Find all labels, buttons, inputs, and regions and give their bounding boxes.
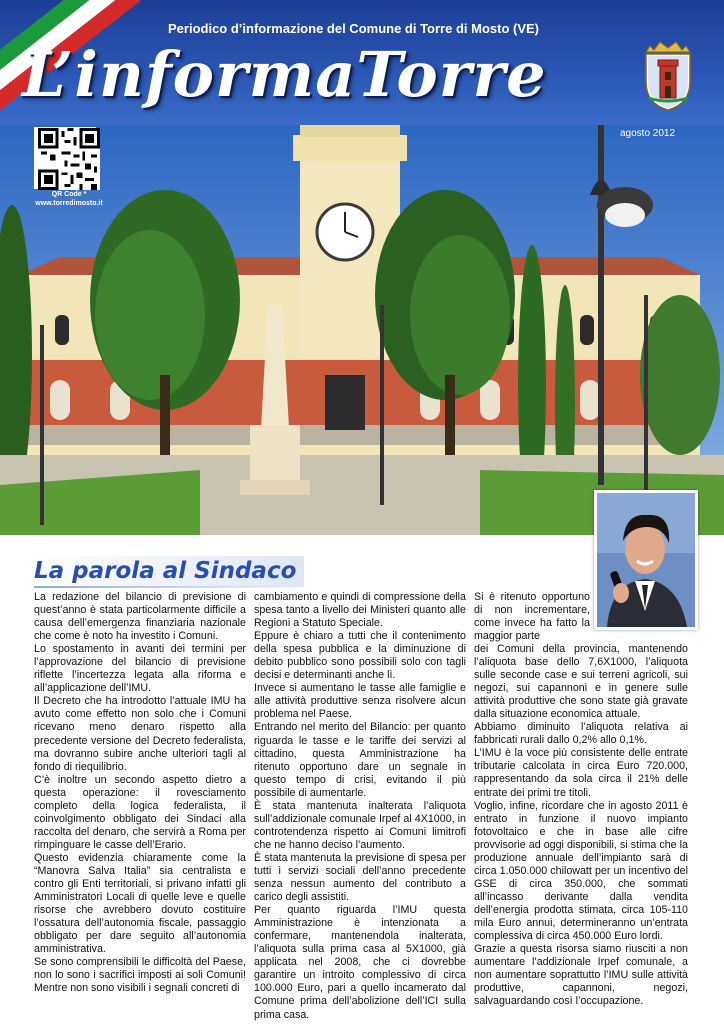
paragraph: Se sono comprensibili le difficoltà del Paese, non lo sono i sacrifici imposti ai soli Comuni! Mentre non sono visibili i segnali concreti di xyxy=(34,956,246,995)
paragraph: C’è inoltre un secondo aspetto dietro a questa operazione: il rovesciamento completo della logica federalista, il coinvolgimento obbligato dei Sindaci alla raccolta del denaro, che servirà a Roma per rimpinguare le casse dell’Erario. xyxy=(34,773,246,851)
article-column-3 xyxy=(474,643,688,1008)
qr-code-icon xyxy=(38,128,100,190)
qr-code-block xyxy=(20,128,118,208)
paragraph: Entrando nel merito del Bilancio: per quanto riguarda le tasse e le tariffe dei servizi al cittadino, questa Amministrazione ha ritenuto opportuno dare un segnale in questo tempo di crisi, evitando il più possibile di aumentarle. xyxy=(254,721,466,799)
newsletter-subtitle: Periodico d’informazione del Comune di Torre di Mosto (VE) xyxy=(168,21,540,36)
newsletter-title: L’informaTorre xyxy=(22,38,547,111)
website-url[interactable]: www.torredimosto.it xyxy=(35,200,103,207)
paragraph: La redazione del bilancio di previsione di quest’anno è stata particolarmente difficile a causa dell’emergenza finanziaria nazionale che come è noto ha investito i Comuni. xyxy=(34,591,246,643)
heading-divider xyxy=(34,586,304,588)
paragraph: Il Decreto che ha introdotto l’attuale IMU ha avuto come effetto non solo che i Comuni ricevano meno denaro rispetto alla precedente versione del Decreto federalista, ma dovranno subire anche ulteriori tagli al fondo di riequilibrio. xyxy=(34,695,246,773)
paragraph: Voglio, infine, ricordare che in agosto 2011 è entrato in funzione il nuovo impianto fotovoltaico e che in base alle cifre provvisorie ad oggi disponibili, si stima che la produzione annuale dell’impianto sarà di circa 1.050.000 chilowatt per un incentivo del GSE di circa 350.000, che sommati all’incasso derivante dalla vendita dell’energia prodotta stimata, circa 105-110 mila Euro annui, determineranno un’entrata complessiva di circa 450.000 Euro lordi. xyxy=(474,799,688,943)
town-crest-icon xyxy=(640,38,696,112)
article-column-3-intro: Si è ritenuto opportuno di non incrementare, come invece ha fatto la maggior parte xyxy=(474,591,590,643)
paragraph: È stata mantenuta inalterata l’aliquota sull’addizionale comunale Irpef al 4X1000, in controtendenza rispetto ai Comuni limitrofi che ne hanno deciso l’aumento. xyxy=(254,799,466,851)
paragraph: Per quanto riguarda l’IMU questa Amministrazione è intenzionata a confermare, mantenendola inalterata, l’aliquota sulla prima casa al 5X1000, già applicata nel 2008, che ci dovrebbe garantire un introito complessivo di circa 100.000 Euro, pari a quello incamerato dal Comune prima dell’abolizione dell’ICI sulla prima casa. xyxy=(254,904,466,1021)
paragraph: Abbiamo diminuito l’aliquota relativa ai fabbricati rurali dallo 0,2% allo 0,1%. xyxy=(474,721,688,747)
issue-date: agosto 2012 xyxy=(620,128,676,139)
paragraph: Lo spostamento in avanti dei termini per l’approvazione del bilancio di previsione riflette l’incertezza legata alla riforma e all’applicazione dell’IMU. xyxy=(34,643,246,695)
paragraph: Grazie a questa risorsa siamo riusciti a non aumentare l’addizionale Irpef comunale, a non aumentare soprattutto l’IMU sulle attività produttive, capannoni, negozi, salvaguardando così l’occupazione. xyxy=(474,943,688,1008)
paragraph: Invece si aumentano le tasse alle famiglie e alle attività produttive senza risolvere alcun problema nel Paese. xyxy=(254,682,466,721)
paragraph: cambiamento e quindi di compressione della spesa tanto a livello dei Ministeri quanto alle Regioni a Statuto Speciale. xyxy=(254,591,466,630)
section-heading: La parola al Sindaco xyxy=(34,556,304,589)
paragraph: È stata mantenuta la previsione di spesa per tutti i servizi sociali dell’anno precedente senza nessun aumento del contributo a carico degli assistiti. xyxy=(254,851,466,904)
qr-code-label: QR Code * xyxy=(51,191,87,198)
article-column-2 xyxy=(254,591,466,1022)
paragraph: dei Comuni della provincia, mantenendo l’aliquota base dello 7,6X1000, l’aliquota sulle seconde case e sui terreni agricoli, sui negozi, sui capannoni e in genere sulle attività produttive che sono state già gravate dalla situazione economica attuale. xyxy=(474,643,688,721)
paragraph: Questo evidenzia chiaramente come la “Manovra Salva Italia” sia centralista e contro gli Enti territoriali, si privano infatti gli Amministratori Locali di quelle leve e quelle risorse che avrebbero dovuto costituire l’ossatura dell’autonomia fiscale, passaggio obbligato per dare seguito all’autonomia amministrativa. xyxy=(34,851,246,956)
article-column-1 xyxy=(34,591,246,995)
masthead-banner xyxy=(0,0,724,125)
mayor-portrait xyxy=(594,490,698,630)
paragraph: Eppure è chiaro a tutti che il contenimento della spesa pubblica e la diminuzione di debito pubblico sono possibili solo con tagli decisi e determinanti anche lì. xyxy=(254,630,466,682)
paragraph: L’IMU è la voce più consistente delle entrate tributarie calcolata in circa Euro 720.000, rappresentando da sola circa il 21% delle entrate dei primi tre titoli. xyxy=(474,747,688,799)
